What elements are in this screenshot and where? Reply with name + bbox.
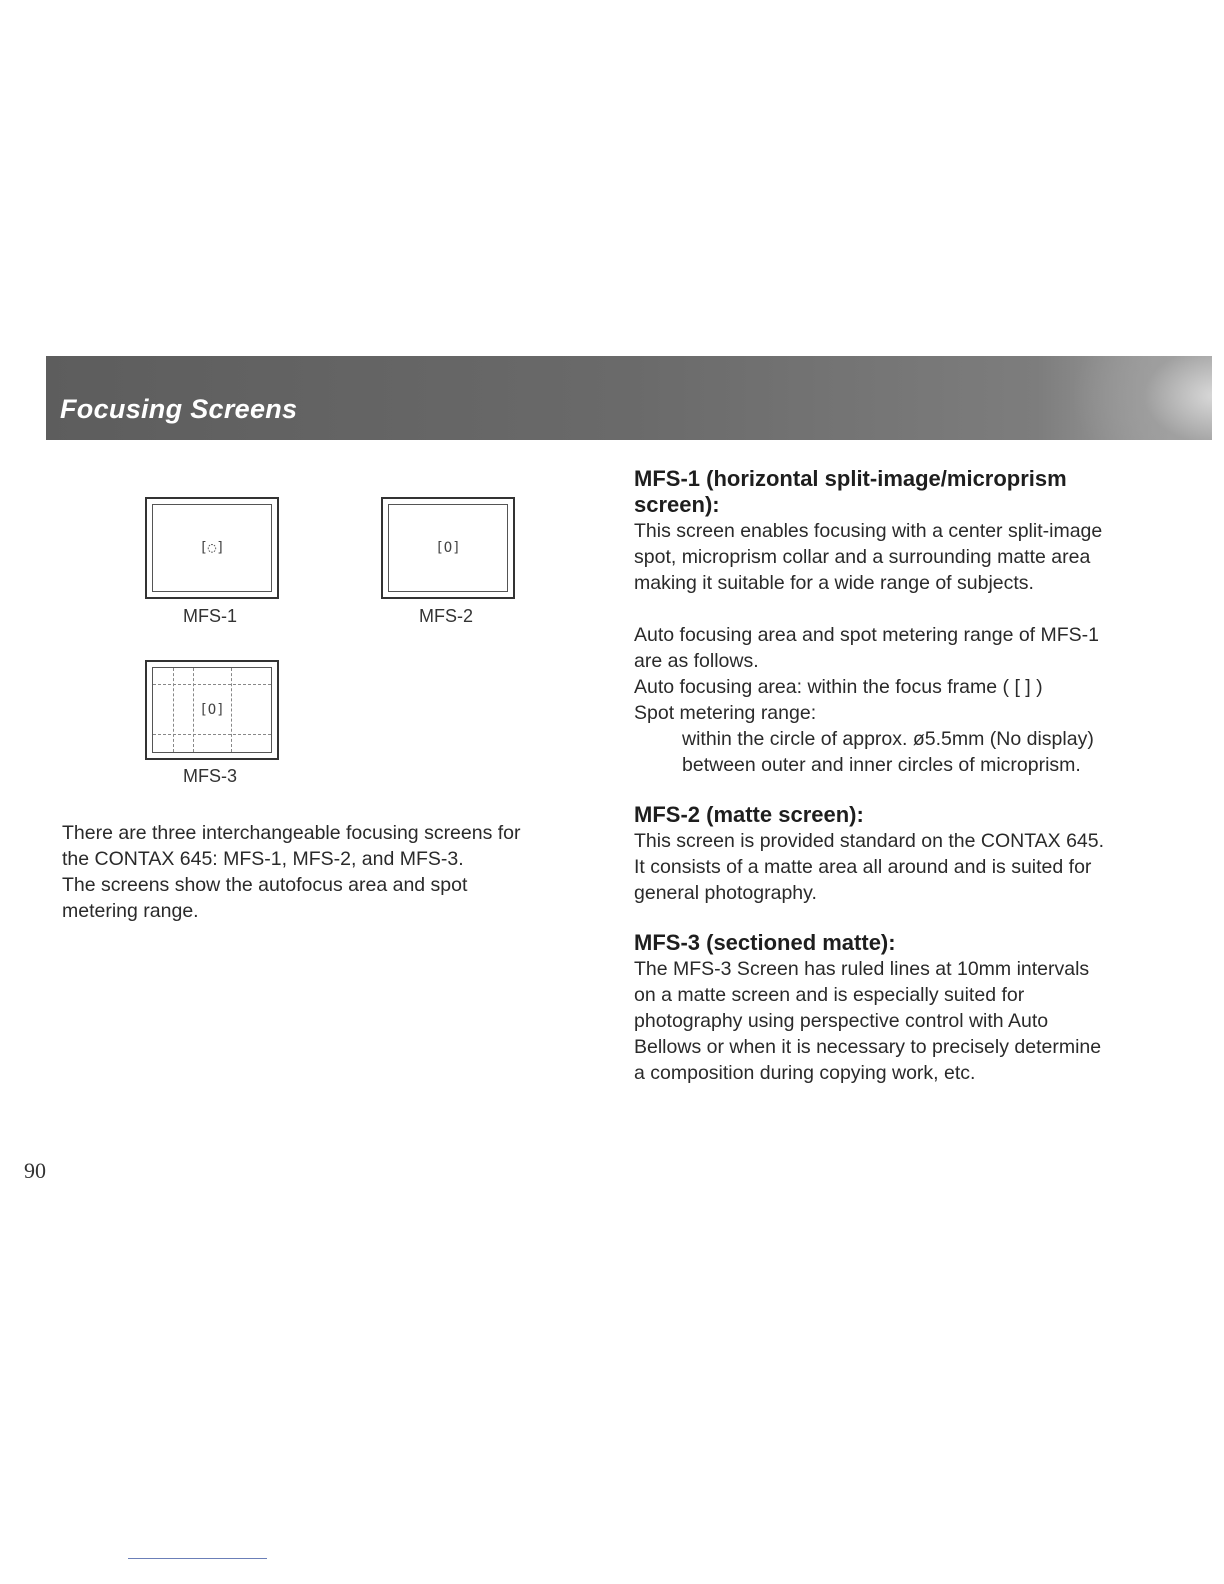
mfs1-af-spot-info: Auto focusing area and spot metering range of MFS-1 are as follows. Auto focusing area: within the focus frame ( [ ] ) Spot metering range: within the circle of approx. ø5.5mm (No display) between outer and inner circles of microprism. xyxy=(634,624,1100,776)
focus-frame-mark: [O] xyxy=(199,702,225,718)
mfs1-heading: MFS-1 (horizontal split-image/microprism screen): xyxy=(634,466,1067,517)
mfs1-caption: MFS-1 xyxy=(183,606,237,626)
mfs2-heading: MFS-2 (matte screen): xyxy=(634,802,864,827)
mfs3-caption: MFS-3 xyxy=(183,766,237,786)
mfs2-description: This screen is provided standard on the CONTAX 645. It consists of a matte area all around and is suited for general photography. xyxy=(634,830,1105,904)
intro-paragraph: There are three interchangeable focusing screens for the CONTAX 645: MFS-1, MFS-2, and MFS-3. The screens show the autofocus area and spot metering range. xyxy=(62,822,521,922)
page-number: 90 xyxy=(24,1158,46,1183)
ruled-line xyxy=(153,734,271,735)
right-column xyxy=(634,466,1194,1086)
mfs3-description: The MFS-3 Screen has ruled lines at 10mm intervals on a matte screen and is especially suited for photography using perspective control with Auto Bellows or when it is necessary to precisely determine a composition during copying work, etc. xyxy=(634,958,1102,1084)
focus-frame-mark: [◌] xyxy=(199,540,225,556)
header-banner xyxy=(46,356,1212,440)
ruled-line xyxy=(153,684,271,685)
mfs3-screen-illustration xyxy=(145,660,279,760)
mfs3-heading: MFS-3 (sectioned matte): xyxy=(634,930,896,955)
mfs2-screen-illustration xyxy=(381,497,515,599)
mfs2-caption: MFS-2 xyxy=(419,606,473,626)
page-title: Focusing Screens xyxy=(60,394,298,424)
focus-frame-mark: [O] xyxy=(435,540,461,556)
mfs1-description: This screen enables focusing with a center split-image spot, microprism collar and a surrounding matte area making it suitable for a wide range of subjects. xyxy=(634,520,1103,594)
footer-divider xyxy=(128,1558,267,1559)
mfs1-screen-illustration xyxy=(145,497,279,599)
